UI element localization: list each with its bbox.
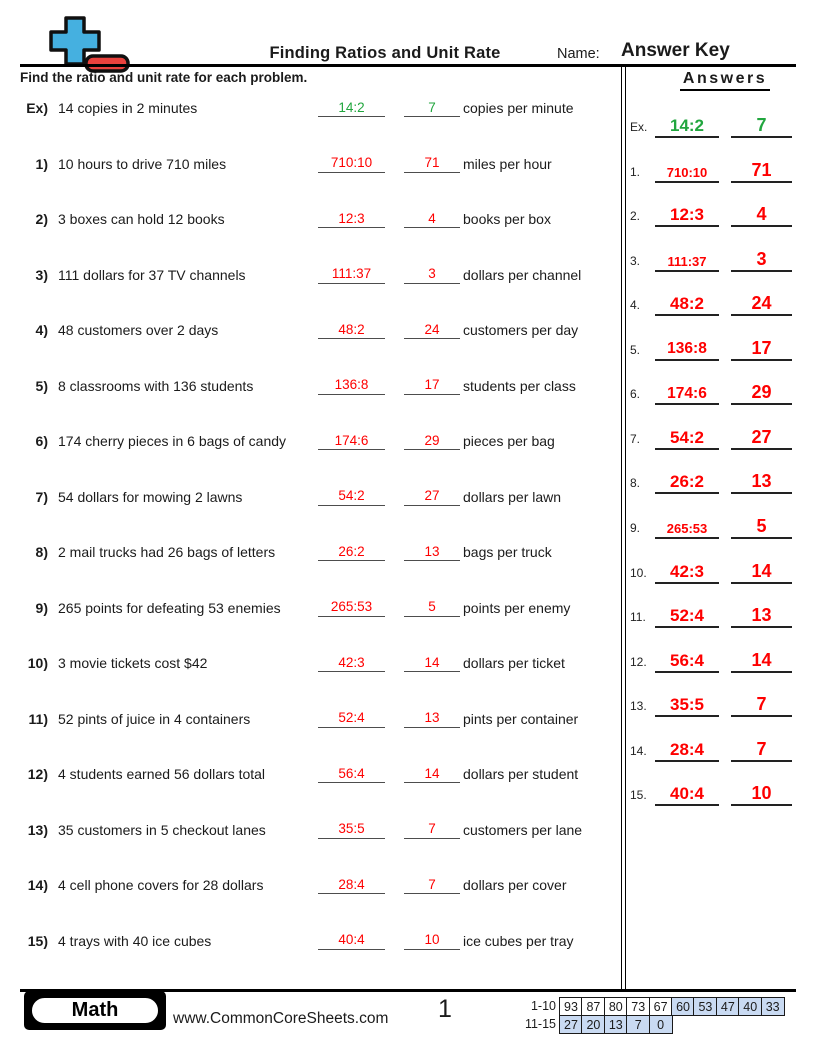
ratio-answer: 35:5 (338, 821, 365, 836)
ratio-answer-blank (318, 874, 385, 894)
ratio-answer-blank (318, 597, 385, 617)
answer-rate-blank (731, 598, 792, 628)
answer-ratio: 26:2 (669, 472, 705, 492)
answer-rate-blank (731, 554, 792, 584)
answer-key-row (622, 333, 816, 361)
answer-rate: 4 (756, 204, 767, 225)
answer-key-row (622, 466, 816, 494)
answer-rate: 14 (751, 560, 772, 581)
problem-number: 9) (35, 599, 48, 616)
ratio-answer: 28:4 (338, 876, 365, 892)
unit-label: customers per lane (463, 821, 583, 838)
problem-number: 6) (35, 433, 48, 449)
answer-ratio: 265:53 (666, 520, 708, 536)
score-row-label: 1-10 (530, 999, 556, 1013)
problem-text: 3 movie tickets cost $42 (58, 655, 208, 671)
rate-answer-blank (404, 874, 460, 894)
score-cell: 47 (716, 997, 740, 1016)
problem-text: 4 trays with 40 ice cubes (58, 932, 212, 949)
page-number: 1 (438, 995, 452, 1023)
rate-answer-blank (404, 319, 460, 339)
score-cell: 73 (626, 997, 650, 1016)
answer-key-row (622, 288, 816, 316)
answer-ratio-blank (655, 286, 719, 316)
problem-number: 3) (35, 266, 48, 283)
rate-answer: 14 (424, 654, 440, 670)
score-row (559, 1015, 673, 1034)
answer-rate: 5 (756, 515, 767, 536)
answer-rate: 17 (751, 337, 772, 358)
rate-answer: 7 (428, 99, 436, 115)
answer-key-row (622, 689, 816, 717)
ratio-answer-blank (318, 930, 385, 950)
ratio-answer-blank (318, 430, 385, 450)
score-row-label: 11-15 (524, 1017, 556, 1031)
rate-answer: 4 (428, 210, 436, 226)
rate-answer-blank (404, 97, 460, 117)
rate-answer-blank (404, 930, 460, 950)
unit-label: bags per truck (463, 544, 552, 560)
unit-label: dollars per ticket (463, 655, 565, 671)
ratio-answer: 136:8 (334, 377, 369, 392)
problem-text: 174 cherry pieces in 6 bags of candy (58, 433, 287, 449)
answer-rate-blank (731, 464, 792, 494)
ratio-answer-blank (318, 819, 385, 839)
rate-answer: 13 (424, 543, 440, 559)
answer-rate: 13 (751, 605, 772, 626)
ratio-answer: 710:10 (330, 155, 373, 170)
problem-row (0, 541, 622, 561)
score-cell: 87 (581, 997, 605, 1016)
problem-row (0, 819, 622, 839)
answer-ratio: 48:2 (669, 294, 705, 314)
rate-answer: 71 (424, 155, 440, 170)
answer-ratio: 52:4 (669, 606, 705, 626)
ratio-answer-blank (318, 708, 385, 728)
problem-row (0, 652, 622, 672)
answer-rate-blank (731, 375, 792, 405)
unit-label: pieces per bag (463, 433, 555, 449)
rate-answer-blank (404, 763, 460, 783)
score-cell: 13 (604, 1015, 628, 1034)
name-label: Name: (557, 46, 600, 62)
problem-text: 35 customers in 5 checkout lanes (58, 821, 266, 838)
plus-minus-logo-icon (36, 14, 136, 78)
problem-row (0, 264, 622, 284)
answer-ratio-blank (655, 687, 719, 717)
rate-answer-blank (404, 264, 460, 284)
answer-key-row (622, 645, 816, 673)
answer-ratio: 12:3 (669, 205, 705, 225)
score-cell: 20 (581, 1015, 605, 1034)
score-cell: 7 (626, 1015, 650, 1034)
problem-number: 4) (35, 322, 48, 338)
rate-answer: 29 (424, 432, 440, 448)
ratio-answer: 14:2 (338, 99, 365, 115)
problem-number: 5) (35, 377, 48, 394)
answer-ratio-blank (655, 331, 719, 361)
unit-label: books per box (463, 211, 551, 227)
problem-number: 14) (27, 877, 48, 893)
answer-ratio-blank (655, 197, 719, 227)
answer-number: 8. (630, 476, 641, 491)
rate-answer-blank (404, 486, 460, 506)
problem-text: 52 pints of juice in 4 containers (58, 710, 251, 727)
ratio-answer: 265:53 (330, 599, 373, 614)
problem-text: 4 students earned 56 dollars total (58, 766, 266, 782)
rate-answer: 24 (424, 321, 440, 337)
answer-rate-blank (731, 643, 792, 673)
problem-row (0, 597, 622, 617)
rate-answer: 13 (424, 710, 440, 725)
rate-answer: 17 (424, 377, 440, 392)
problem-row (0, 97, 622, 117)
rate-answer-blank (404, 597, 460, 617)
ratio-answer: 56:4 (338, 765, 365, 781)
problem-row (0, 430, 622, 450)
answer-ratio-blank (655, 776, 719, 806)
answer-rate-blank (731, 420, 792, 450)
answer-ratio-blank (655, 108, 719, 138)
answer-ratio-blank (655, 375, 719, 405)
answer-key-row (622, 511, 816, 539)
score-row (559, 997, 785, 1016)
answer-rate-blank (731, 286, 792, 316)
score-cell: 27 (559, 1015, 583, 1034)
problem-number: 2) (35, 211, 48, 227)
page-title: Finding Ratios and Unit Rate (269, 44, 501, 62)
unit-label: customers per day (463, 322, 579, 338)
ratio-answer: 54:2 (338, 488, 365, 503)
ratio-answer-blank (318, 97, 385, 117)
ratio-answer: 48:2 (338, 321, 365, 337)
problem-text: 10 hours to drive 710 miles (58, 155, 227, 172)
problem-row (0, 375, 622, 395)
problem-row (0, 708, 622, 728)
unit-label: pints per container (463, 710, 579, 727)
problem-row (0, 208, 622, 228)
answer-number: 10. (630, 565, 647, 580)
answer-key-row (622, 110, 816, 138)
rate-answer-blank (404, 652, 460, 672)
ratio-answer-blank (318, 319, 385, 339)
problem-number: 13) (27, 821, 48, 838)
problem-text: 8 classrooms with 136 students (58, 377, 254, 394)
score-cell: 0 (649, 1015, 673, 1034)
problem-row (0, 763, 622, 783)
answer-key-row (622, 422, 816, 450)
rate-answer-blank (404, 375, 460, 395)
answer-ratio: 710:10 (666, 164, 708, 180)
math-brand-badge (24, 991, 166, 1030)
answer-number: 4. (630, 298, 641, 313)
score-cell: 67 (649, 997, 673, 1016)
problem-text: 3 boxes can hold 12 books (58, 211, 225, 227)
unit-label: miles per hour (463, 155, 552, 172)
answer-ratio: 14:2 (669, 116, 705, 135)
problem-text: 54 dollars for mowing 2 lawns (58, 488, 243, 505)
ratio-answer-blank (318, 153, 385, 173)
score-cell: 60 (671, 997, 695, 1016)
ratio-answer: 42:3 (338, 654, 365, 670)
rate-answer: 7 (428, 821, 436, 836)
answer-ratio: 54:2 (669, 427, 705, 447)
answer-number: 11. (630, 610, 646, 625)
answer-ratio: 111:37 (667, 253, 707, 269)
answer-number: 1. (630, 164, 641, 179)
answer-number: 5. (630, 342, 641, 357)
answer-number: 13. (630, 699, 647, 714)
answer-rate: 3 (756, 248, 767, 269)
problem-row (0, 153, 622, 173)
score-cell: 53 (693, 997, 717, 1016)
score-cell: 80 (604, 997, 628, 1016)
rate-answer: 3 (428, 266, 436, 281)
answer-rate-blank (731, 776, 792, 806)
answer-rate: 7 (756, 115, 767, 135)
unit-label: copies per minute (463, 100, 574, 116)
problem-text: 265 points for defeating 53 enemies (58, 599, 281, 616)
problem-row (0, 319, 622, 339)
answer-ratio-blank (655, 643, 719, 673)
answer-number: 3. (630, 253, 641, 268)
website-url: www.CommonCoreSheets.com (173, 1010, 389, 1027)
answer-number: 6. (630, 387, 641, 402)
answer-number: 15. (630, 788, 647, 803)
answer-rate-blank (731, 242, 792, 272)
rate-answer-blank (404, 430, 460, 450)
answer-ratio-blank (655, 153, 719, 183)
answer-rate: 27 (751, 426, 772, 447)
answer-ratio-blank (655, 598, 719, 628)
rate-answer: 14 (424, 765, 440, 781)
math-brand-label: Math (30, 996, 160, 1025)
unit-label: points per enemy (463, 599, 571, 616)
ratio-answer-blank (318, 375, 385, 395)
name-value-answer-key: Answer Key (621, 40, 730, 61)
ratio-answer: 40:4 (338, 932, 365, 947)
answer-ratio: 136:8 (667, 340, 707, 358)
rate-answer-blank (404, 819, 460, 839)
problem-number: 1) (35, 155, 48, 172)
answer-key-row (622, 199, 816, 227)
answer-ratio-blank (655, 242, 719, 272)
problem-number: 10) (27, 655, 48, 671)
ratio-answer: 12:3 (338, 210, 365, 226)
rate-answer-blank (404, 208, 460, 228)
answer-rate: 14 (751, 649, 772, 670)
ratio-answer: 26:2 (338, 543, 365, 559)
problem-number: 12) (27, 766, 48, 782)
rate-answer: 7 (428, 876, 436, 892)
answer-ratio: 56:4 (669, 650, 705, 670)
answer-ratio-blank (655, 420, 719, 450)
header-divider-line (20, 64, 796, 67)
problem-text: 2 mail trucks had 26 bags of letters (58, 544, 276, 560)
problem-row (0, 874, 622, 894)
instruction-text: Find the ratio and unit rate for each problem. (20, 70, 308, 85)
answer-rate-blank (731, 509, 792, 539)
ratio-answer-blank (318, 541, 385, 561)
unit-label: ice cubes per tray (463, 932, 574, 949)
rate-answer: 5 (428, 599, 436, 614)
answer-number: 12. (630, 654, 647, 669)
problem-number: 11) (28, 710, 48, 727)
problem-row (0, 486, 622, 506)
score-cell: 40 (738, 997, 762, 1016)
answer-key-row (622, 244, 816, 272)
answer-ratio: 28:4 (669, 739, 705, 759)
unit-label: dollars per lawn (463, 488, 562, 505)
rate-answer: 27 (424, 488, 440, 503)
rate-answer-blank (404, 708, 460, 728)
unit-label: students per class (463, 377, 576, 394)
answer-rate: 24 (751, 293, 772, 314)
problem-number: 7) (35, 488, 48, 505)
problem-text: 48 customers over 2 days (58, 322, 219, 338)
answer-number: Ex. (630, 120, 648, 134)
ratio-answer: 52:4 (338, 710, 365, 725)
problem-text: 111 dollars for 37 TV channels (58, 266, 246, 283)
answer-ratio-blank (655, 509, 719, 539)
score-cell: 93 (559, 997, 583, 1016)
answer-ratio: 42:3 (669, 561, 705, 581)
answers-column-heading: Answers (655, 70, 795, 88)
answer-rate: 29 (751, 382, 772, 403)
answer-number: 9. (630, 520, 641, 535)
answer-key-row (622, 734, 816, 762)
answer-rate-blank (731, 687, 792, 717)
problem-text: 4 cell phone covers for 28 dollars (58, 877, 264, 893)
answer-rate-blank (731, 197, 792, 227)
answer-ratio: 35:5 (669, 695, 705, 715)
unit-label: dollars per cover (463, 877, 567, 893)
unit-label: dollars per channel (463, 266, 582, 283)
answer-ratio-blank (655, 464, 719, 494)
ratio-answer-blank (318, 652, 385, 672)
problem-number: 8) (35, 544, 48, 560)
answer-number: 14. (630, 743, 647, 758)
answer-key-row (622, 155, 816, 183)
answer-number: 2. (630, 209, 641, 224)
ratio-answer-blank (318, 264, 385, 284)
score-cell: 33 (761, 997, 785, 1016)
ratio-answer-blank (318, 208, 385, 228)
answer-key-row (622, 778, 816, 806)
ratio-answer: 174:6 (334, 432, 369, 448)
answer-rate-blank (731, 153, 792, 183)
answer-ratio-blank (655, 732, 719, 762)
answer-rate-blank (731, 331, 792, 361)
answer-ratio-blank (655, 554, 719, 584)
answer-number: 7. (630, 431, 641, 446)
answer-key-row (622, 556, 816, 584)
answer-ratio: 174:6 (667, 384, 707, 402)
problem-number: 15) (27, 932, 48, 949)
problem-number: Ex) (26, 100, 48, 116)
problem-row (0, 930, 622, 950)
problem-text: 14 copies in 2 minutes (58, 100, 198, 116)
answer-rate: 10 (751, 783, 772, 804)
answer-rate: 71 (751, 159, 772, 180)
answer-rate: 7 (756, 738, 767, 759)
rate-answer: 10 (424, 932, 440, 947)
answer-rate: 7 (756, 694, 767, 715)
answer-rate-blank (731, 108, 792, 138)
ratio-answer-blank (318, 763, 385, 783)
answer-ratio: 40:4 (669, 784, 705, 804)
unit-label: dollars per student (463, 766, 579, 782)
answer-rate: 13 (751, 471, 772, 492)
answer-key-row (622, 600, 816, 628)
ratio-answer: 111:37 (331, 266, 372, 281)
ratio-answer-blank (318, 486, 385, 506)
answer-key-row (622, 377, 816, 405)
answer-rate-blank (731, 732, 792, 762)
rate-answer-blank (404, 153, 460, 173)
rate-answer-blank (404, 541, 460, 561)
